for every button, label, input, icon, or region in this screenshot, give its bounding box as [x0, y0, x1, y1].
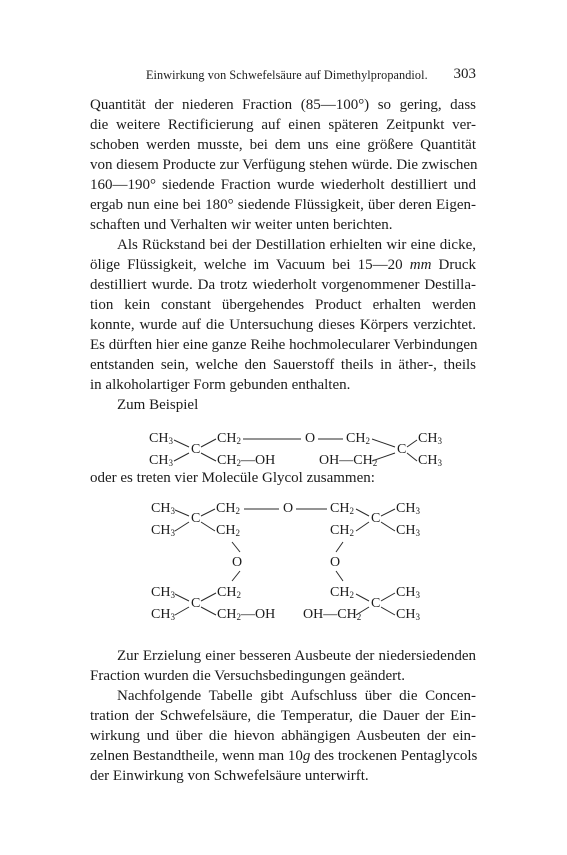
text-line: tration der Schwefelsäure, die Temperatur, die Dauer der Ein- [90, 708, 476, 724]
formula-group: $CH_3$ [151, 501, 175, 516]
text-line: 160—190° siedende Fraction wurde wiederholt destilliert und [90, 177, 476, 193]
unit-g: g [302, 748, 311, 764]
formula-atom: C [397, 442, 407, 457]
text-line: ergab nun eine bei 180° siedende Flüssigkeit, über deren Eigen- [90, 197, 476, 213]
formula-atom: C [191, 442, 201, 457]
text-run: zelnen Bestandtheile, wenn man 10 [90, 748, 303, 764]
formula-group: $CH_3$ [418, 453, 442, 468]
text-line: destilliert wurde. Da trotz wiederholt vorgenommener Destilla- [90, 277, 476, 293]
text-line: Nachfolgende Tabelle gibt Aufschluss über die Concen- [117, 688, 476, 704]
formula-group: $CH_2$ [330, 501, 354, 516]
text-line: entstanden sein, welche den Sauerstoff theils in äther-, theils [90, 357, 476, 373]
running-title: Einwirkung von Schwefelsäure auf Dimethylpropandiol. [146, 68, 428, 82]
formula-group: $CH_2—OH$ [217, 607, 276, 622]
formula-atom: O [232, 555, 243, 570]
text-line: Es dürften hier eine ganze Reihe hochmolecularer Verbindungen [90, 337, 478, 353]
text-line: tion kein constant übergehendes Product erhalten werden [90, 297, 476, 313]
formula-group: $CH_3$ [396, 523, 420, 538]
formula-atom: O [283, 501, 294, 516]
formula-group: $CH_3$ [151, 523, 175, 538]
formula-group: $CH_2$ [216, 501, 240, 516]
text-run: ölige Flüssigkeit, welche im Vacuum bei 15—20 [90, 257, 410, 273]
formula-group: $CH_3$ [151, 607, 175, 622]
formula-group: $OH—CH_2$ [303, 607, 362, 622]
text-line: Quantität der niederen Fraction (85—100°) so gering, dass [90, 97, 476, 113]
page-number: 303 [453, 66, 476, 82]
formula-atom: C [371, 511, 381, 526]
formula-atom: C [371, 596, 381, 611]
formula-atom: C [191, 596, 201, 611]
text-line: die weitere Rectificierung auf einen späteren Zeitpunkt ver- [90, 117, 476, 133]
formula-group: $CH_2$ [346, 431, 370, 446]
formula-group: $CH_2$ [217, 431, 241, 446]
formula-atom: C [191, 511, 201, 526]
formula-group: $CH_2$ [330, 585, 354, 600]
formula-group: $CH_3$ [418, 431, 442, 446]
text-line: Zur Erzielung einer besseren Ausbeute der niedersiedenden [117, 648, 476, 664]
formula-group: $CH_2$ [216, 523, 240, 538]
formula-group: $CH_3$ [149, 453, 173, 468]
formula-group: $CH_2$ [330, 523, 354, 538]
text-run: Druck [431, 257, 476, 273]
formula-group: $CH_3$ [151, 585, 175, 600]
text-line: von diesem Producte zur Verfügung stehen würde. Die zwischen [90, 157, 478, 173]
text-line: wirkung und über die hievon abhängigen Ausbeuten der ein- [90, 728, 476, 744]
connector-line: oder es treten vier Molecüle Glycol zusammen: [90, 470, 375, 486]
text-line: konnte, wurde auf die Untersuchung dieses Körpers verzichtet. [90, 317, 476, 333]
text-line: Als Rückstand bei der Destillation erhielten wir eine dicke, [117, 237, 476, 253]
formula-group: $CH_3$ [396, 607, 420, 622]
text-line: in alkoholartiger Form gebunden enthalten. [90, 377, 351, 393]
text-line: schaften und Verhalten wir weiter unten berichten. [90, 217, 393, 233]
formula-group: $OH—CH_2$ [319, 453, 378, 468]
text-line [90, 748, 476, 764]
formula-group: $CH_3$ [149, 431, 173, 446]
formula-group: $CH_2—OH$ [217, 453, 276, 468]
formula-atom: O [330, 555, 341, 570]
formula-atom: O [305, 431, 316, 446]
text-run: des trockenen Pentaglycols [310, 748, 478, 764]
example-label: Zum Beispiel [117, 397, 199, 413]
text-line: der Einwirkung von Schwefelsäure unterwirft. [90, 768, 369, 784]
formula-group: $CH_3$ [396, 585, 420, 600]
formula-group: $CH_3$ [396, 501, 420, 516]
unit-mm: mm [409, 257, 432, 273]
text-line: Fraction wurden die Versuchsbedingungen geändert. [90, 668, 406, 684]
formula-group: $CH_2$ [217, 585, 241, 600]
text-line: schoben werden musste, bei dem uns eine größere Quantität [90, 137, 476, 153]
